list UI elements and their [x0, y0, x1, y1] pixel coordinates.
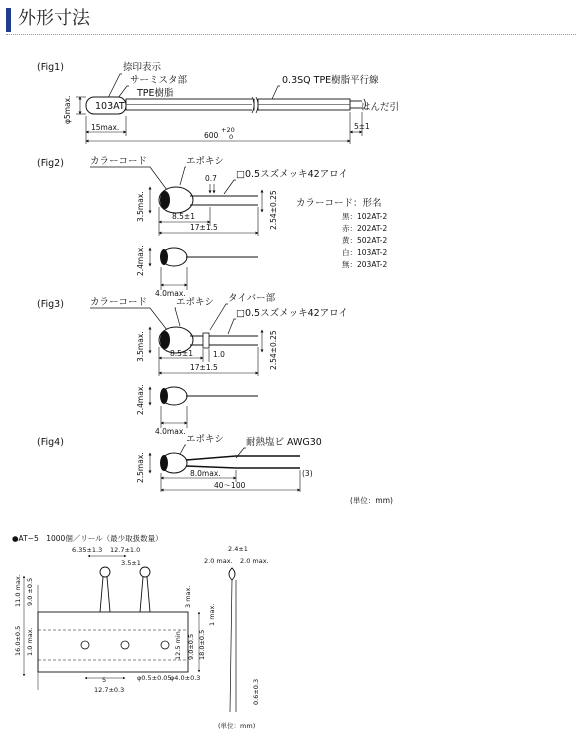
reel-dim-11.0: 11.0 max.	[14, 574, 22, 607]
reel-dim-6.35: 6.35±1.3	[72, 546, 103, 554]
reel-dim-18.0: 18.0±0.5	[198, 629, 206, 660]
reel-dim-1max: 1 max.	[208, 603, 216, 626]
fig1-dim-tol-plus: +20	[221, 126, 235, 134]
fig2-dim-side-w: 4.0max.	[155, 289, 186, 298]
fig3-dim-total: 17±1.5	[190, 363, 218, 372]
fig3-dim-height: 3.5max.	[136, 331, 145, 362]
fig2-label: (Fig2)	[37, 158, 64, 169]
fig1-callout-solder: はんだ引	[361, 102, 400, 113]
fig1-marking: 103AT	[95, 101, 125, 112]
fig2-dim-side-h: 2.4max.	[136, 245, 145, 276]
reel-unit-note: (単位：mm)	[218, 722, 256, 730]
reel-dim-2.4: 2.4±1	[228, 545, 248, 553]
reel-title: ●AT−5 1000個／リール（最少取扱数量）	[12, 534, 163, 543]
color-table-row: 白：103AT-2	[342, 248, 388, 257]
fig2-callout-epoxy: エポキシ	[186, 156, 224, 167]
fig1-dim-dia: φ5max.	[63, 95, 72, 124]
reel-dim-0.6: 0.6±0.3	[252, 678, 260, 705]
fig2-dim-leadgap: 0.7	[205, 174, 217, 183]
color-table-title: カラーコード：形名	[296, 198, 382, 209]
fig2-drawing	[37, 156, 387, 298]
fig3-callout-lead: □0.5スズメッキ42アロイ	[236, 308, 348, 319]
reel-dim-phi0.5: φ0.5±0.05	[137, 674, 172, 682]
reel-dim-phi4.0: φ4.0±0.3	[170, 674, 201, 682]
reel-dim-12.5: 12.5 min.	[174, 629, 182, 660]
fig4-label: (Fig4)	[37, 437, 64, 448]
color-table-row: 赤：202AT-2	[342, 224, 388, 233]
fig2-dim-total: 17±1.5	[190, 223, 218, 232]
reel-dim-3.5: 3.5±1	[121, 559, 141, 567]
reel-dim-12.7b: 12.7±0.3	[94, 686, 125, 694]
fig2-dim-pitch: 2.54±0.25	[269, 190, 278, 230]
fig4-dim-height: 2.5max.	[136, 452, 145, 483]
fig3-drawing	[37, 292, 348, 436]
fig4-dim-body: 8.0max.	[190, 469, 221, 478]
color-table-row: 無：203AT-2	[342, 260, 388, 269]
fig1-callout-thermistor: サーミスタ部	[130, 75, 188, 86]
fig3-dim-side-h: 2.4max.	[136, 384, 145, 415]
fig3-callout-colorcode: カラーコード	[90, 297, 148, 308]
reel-dim-2.0a: 2.0 max.	[204, 557, 233, 565]
fig2-callout-colorcode: カラーコード	[90, 156, 148, 167]
color-table-row: 黄：502AT-2	[342, 236, 388, 245]
fig4-callout-wire: 耐熱塩ビ AWG30	[246, 437, 322, 448]
fig2-dim-body: 8.5±1	[172, 212, 195, 221]
reel-dim-12.7: 12.7±1.0	[110, 546, 141, 554]
unit-note: (単位：mm)	[350, 496, 393, 505]
page-title: 外形寸法	[18, 8, 90, 29]
fig4-dim-total: 40〜100	[214, 481, 246, 490]
fig2-dim-height: 3.5max.	[136, 191, 145, 222]
fig1-dim-tol-zero: 0	[229, 133, 234, 141]
reel-dim-2.0b: 2.0 max.	[240, 557, 269, 565]
fig1-callout-cable: 0.3SQ TPE樹脂平行線	[282, 75, 379, 86]
fig1-dim-length: 600	[204, 131, 219, 140]
fig3-dim-pitch: 2.54±0.25	[269, 330, 278, 370]
reel-dim-9.0: 9.0 ±0.5	[26, 577, 34, 606]
fig3-label: (Fig3)	[37, 299, 64, 310]
fig1-label: (Fig1)	[37, 62, 64, 73]
fig1-drawing	[37, 61, 399, 144]
reel-dim-5: 5	[102, 676, 107, 684]
reel-dim-16.0: 16.0±0.5	[14, 625, 22, 656]
fig4-callout-epoxy: エポキシ	[186, 434, 224, 445]
reel-drawing	[12, 533, 269, 730]
fig1-dim-head: 15max.	[91, 123, 120, 132]
color-table-row: 黒：102AT-2	[342, 212, 388, 221]
reel-dim-3max: 3 max.	[184, 585, 192, 608]
fig2-callout-lead: □0.5スズメッキ42アロイ	[236, 169, 348, 180]
reel-dim-9.0b: 9.0±0.5	[187, 633, 195, 660]
fig3-dim-side-w: 4.0max.	[155, 427, 186, 436]
fig3-callout-epoxy: エポキシ	[176, 297, 214, 308]
fig3-dim-tiebar: 1.0	[213, 350, 225, 359]
fig4-drawing	[37, 434, 393, 505]
fig1-callout-marking: 捺印表示	[123, 62, 162, 73]
fig3-callout-tiebar: タイバー部	[228, 293, 276, 304]
fig3-dim-body: 8.5±1	[170, 349, 193, 358]
fig4-dim-tip: (3)	[302, 469, 313, 478]
reel-dim-1.0: 1.0 max.	[26, 627, 34, 656]
fig1-dim-tip: 5±1	[354, 122, 370, 131]
fig1-callout-tpe: TPE樹脂	[137, 88, 174, 99]
